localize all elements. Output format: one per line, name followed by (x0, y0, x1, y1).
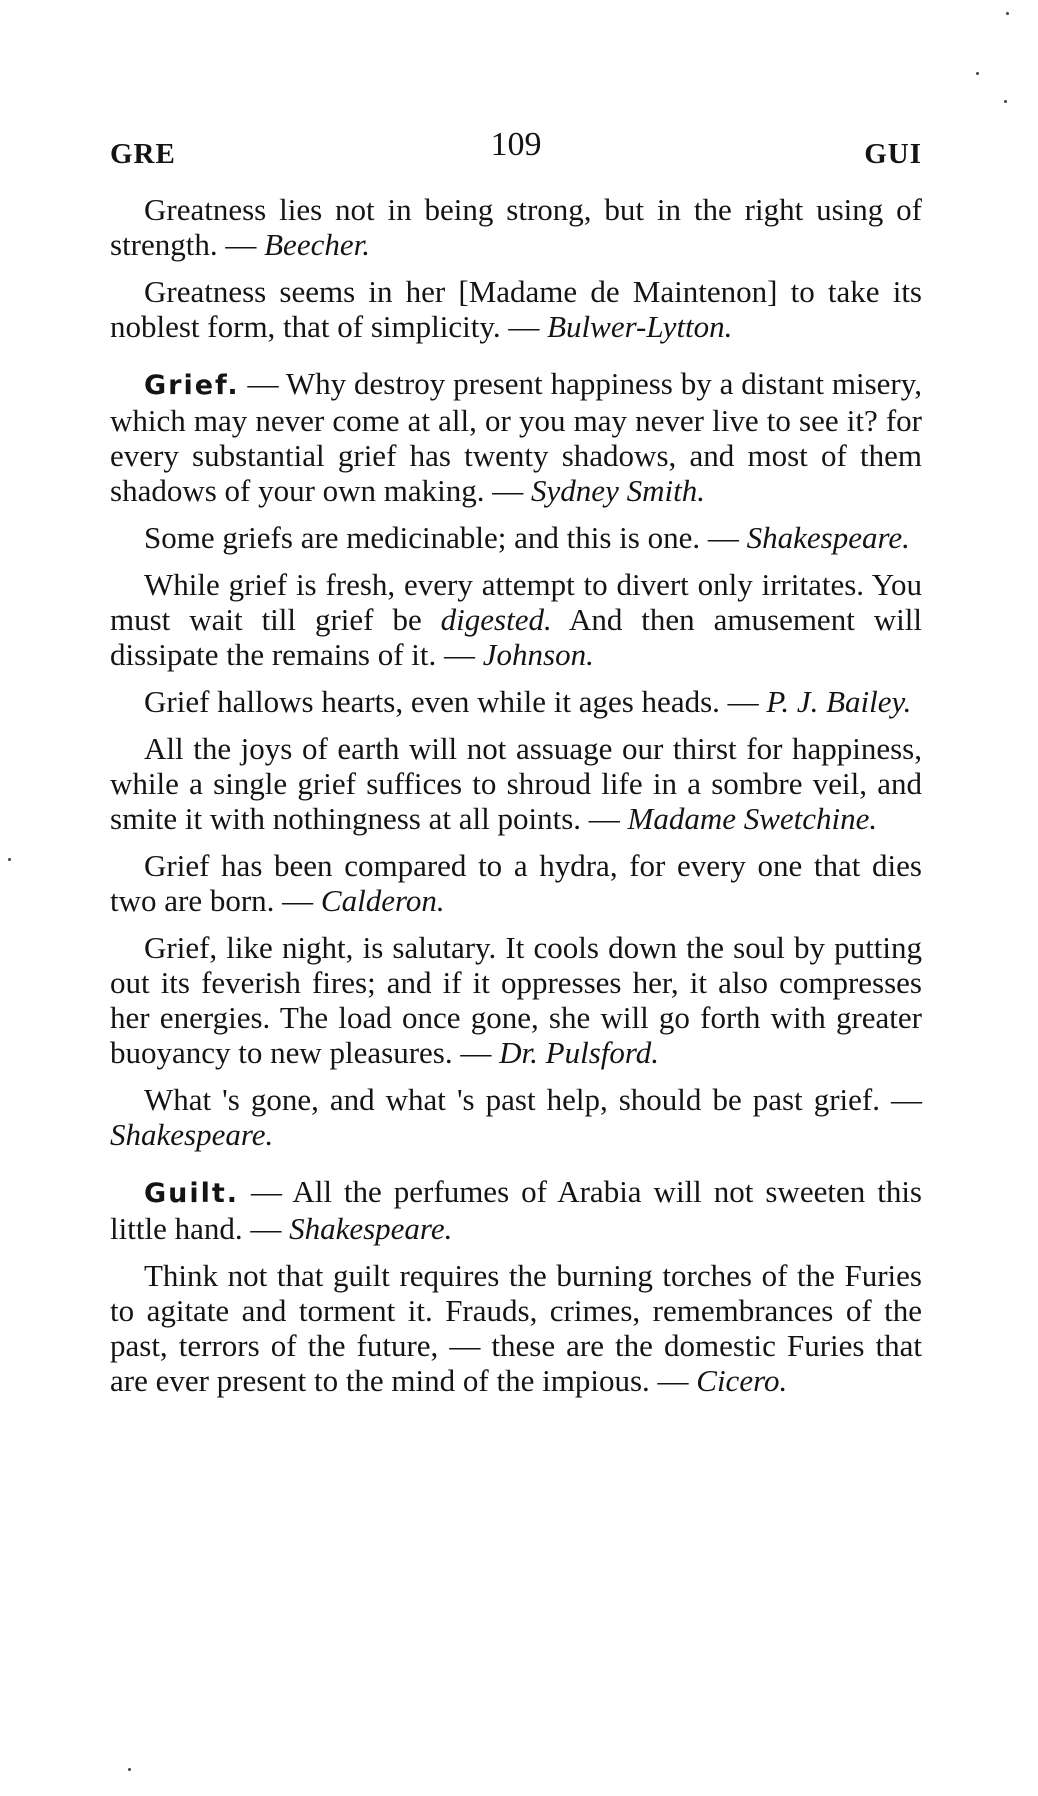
page-number: 109 (490, 126, 542, 163)
quotation-author: Calderon. (320, 883, 445, 918)
quotation-author: Madame Swetchine. (627, 801, 878, 836)
book-page (110, 120, 922, 1740)
quotation-author: Beecher. (264, 227, 370, 262)
paper-speck (976, 72, 979, 75)
quotation-entry (110, 567, 922, 672)
quotation-author: Dr. Pulsford. (499, 1035, 660, 1070)
quotation-entry (110, 848, 922, 918)
quotation-text: Grief, like night, is salutary. It cools down the soul by putting out its feverish fires; and if it oppresses her, it also compresses her energies. The load once gone, she will go forth with greater buoyancy to new pleasures. — (110, 930, 922, 1070)
quotation-text: — Why destroy present happiness by a distant misery, which may never come at all, or you may never live to see it? for every substantial grief has twenty shadows, and most of them shadows of your own making. — (110, 366, 922, 508)
quotation-author: Shakespeare. (110, 1117, 274, 1152)
quotation-entry (110, 274, 922, 344)
topic-heading: Grief. (144, 370, 240, 401)
running-head-left: GRE (110, 138, 176, 170)
paper-speck (1006, 12, 1009, 15)
quotation-entry (110, 366, 922, 508)
quotation-text: Greatness lies not in being strong, but in the right using of strength. — (110, 192, 922, 262)
quotation-author: Bulwer-Lytton. (547, 309, 733, 344)
quotation-author: Johnson. (482, 637, 594, 672)
quotation-entry (110, 930, 922, 1070)
quotation-author: Shakespeare. (746, 520, 910, 555)
quotation-entry (110, 1258, 922, 1398)
quotation-text: — All the perfumes of Arabia will not sweeten this little hand. — (110, 1174, 922, 1246)
quotation-text: Grief has been compared to a hydra, for every one that dies two are born. — (110, 848, 922, 918)
quotation-author: P. J. Bailey. (766, 684, 912, 719)
quotation-text: Grief hallows hearts, even while it ages heads. — (144, 684, 767, 719)
running-head (110, 120, 922, 180)
paper-speck (1004, 100, 1007, 103)
quotation-text: Greatness seems in her [Madame de Maintenon] to take its noblest form, that of simplicity. — (110, 274, 922, 344)
quotation-text: Think not that guilt requires the burning torches of the Furies to agitate and torment it. Frauds, crimes, remembrances of the past, terrors of the future, — these are the domestic Furies that are ever present to the mind of the impious. — (110, 1258, 922, 1398)
quotation-author: Sydney Smith. (531, 473, 705, 508)
quotation-author: Shakespeare. (289, 1211, 453, 1246)
quotation-entry (110, 192, 922, 262)
topic-heading: Guilt. (144, 1178, 240, 1209)
quotation-entry (110, 731, 922, 836)
quotation-list (110, 192, 922, 1398)
emphasized-word: digested. (440, 602, 552, 637)
quotation-author: Cicero. (696, 1363, 788, 1398)
paper-speck (8, 858, 11, 861)
quotation-entry (110, 1082, 922, 1152)
quotation-text: All the joys of earth will not assuage our thirst for happiness, while a single grief suffices to shroud life in a sombre veil, and smite it with nothingness at all points. — (110, 731, 922, 836)
quotation-entry (110, 684, 922, 719)
quotation-text: Some griefs are medicinable; and this is one. — (144, 520, 747, 555)
quotation-text: While grief is fresh, every attempt to divert only irritates. You must wait till grief be (110, 567, 922, 637)
quotation-entry (110, 520, 922, 555)
running-head-right: GUI (864, 138, 922, 170)
quotation-text: And then amusement will dissipate the remains of it. — (110, 602, 922, 672)
paper-speck (128, 1768, 131, 1771)
quotation-entry (110, 1174, 922, 1246)
quotation-text: What 's gone, and what 's past help, should be past grief. — (144, 1082, 922, 1117)
